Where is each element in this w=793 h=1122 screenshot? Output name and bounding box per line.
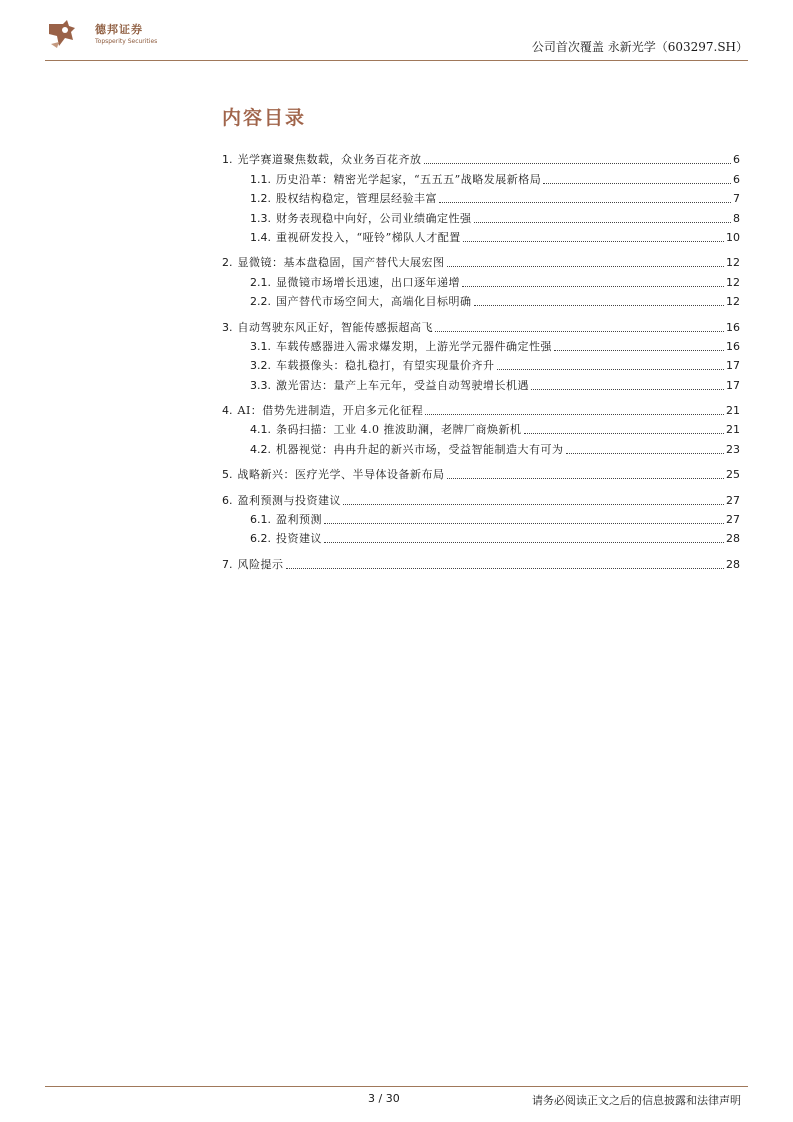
toc-number: 1.1. bbox=[250, 172, 271, 186]
logo-icon bbox=[45, 16, 79, 50]
header-divider bbox=[45, 60, 748, 61]
toc-entry-3-2[interactable] bbox=[222, 354, 740, 373]
toc-text: AI：借势先进制造，开启多元化征程 bbox=[237, 404, 424, 418]
toc-entry-1-2[interactable] bbox=[222, 187, 740, 206]
toc-number: 6. bbox=[222, 493, 233, 507]
toc-page: 8 bbox=[733, 211, 740, 225]
toc-text: 条码扫描：工业 4.0 推波助澜，老牌厂商焕新机 bbox=[276, 423, 522, 437]
toc-number: 4. bbox=[222, 404, 233, 418]
toc-entry-2-1[interactable] bbox=[222, 270, 740, 289]
toc-entry-6[interactable] bbox=[222, 488, 740, 507]
toc-page: 27 bbox=[726, 513, 740, 527]
toc-page: 6 bbox=[733, 172, 740, 186]
toc-page: 27 bbox=[726, 493, 740, 507]
toc-leader bbox=[424, 163, 732, 164]
toc-entry-4-2[interactable] bbox=[222, 437, 740, 456]
toc-entry-6-2[interactable] bbox=[222, 527, 740, 546]
toc-text: 盈利预测与投资建议 bbox=[237, 493, 341, 507]
toc-page: 12 bbox=[726, 275, 740, 289]
toc-leader bbox=[497, 369, 725, 370]
toc-number: 1.4. bbox=[250, 230, 271, 244]
legal-notice: 请务必阅读正文之后的信息披露和法律声明 bbox=[532, 1094, 741, 1107]
toc-entry-1[interactable] bbox=[222, 148, 740, 167]
toc-number: 4.1. bbox=[250, 423, 271, 437]
toc-leader bbox=[324, 542, 724, 543]
toc-leader bbox=[566, 453, 725, 454]
toc-entry-3[interactable] bbox=[222, 315, 740, 334]
toc-page: 6 bbox=[733, 153, 740, 167]
toc-number: 3. bbox=[222, 320, 233, 334]
toc-text: 盈利预测 bbox=[276, 513, 322, 527]
toc-entry-3-3[interactable] bbox=[222, 373, 740, 392]
toc-page: 12 bbox=[726, 295, 740, 309]
page-number: 3 / 30 bbox=[368, 1092, 400, 1105]
toc-text: 车载摄像头：稳扎稳打，有望实现量价齐升 bbox=[276, 359, 495, 373]
toc-heading: 内容目录 bbox=[222, 107, 307, 129]
toc-number: 4.2. bbox=[250, 442, 271, 456]
toc-number: 1. bbox=[222, 153, 233, 167]
toc-number: 3.3. bbox=[250, 378, 271, 392]
toc-page: 12 bbox=[726, 256, 740, 270]
toc-entry-4-1[interactable] bbox=[222, 418, 740, 437]
toc-text: 显微镜：基本盘稳固，国产替代大展宏图 bbox=[237, 256, 445, 270]
toc-text: 机器视觉：冉冉升起的新兴市场，受益智能制造大有可为 bbox=[276, 442, 564, 456]
toc-entry-4[interactable] bbox=[222, 399, 740, 418]
toc-number: 5. bbox=[222, 468, 233, 482]
toc-text: 战略新兴：医疗光学、半导体设备新布局 bbox=[237, 468, 445, 482]
toc-text: 显微镜市场增长迅速，出口逐年递增 bbox=[276, 275, 460, 289]
toc-leader bbox=[425, 414, 724, 415]
toc-number: 6.2. bbox=[250, 532, 271, 546]
table-of-contents bbox=[222, 148, 740, 572]
toc-entry-5[interactable] bbox=[222, 463, 740, 482]
toc-page: 28 bbox=[726, 532, 740, 546]
toc-text: 国产替代市场空间大，高端化目标明确 bbox=[276, 295, 472, 309]
toc-text: 历史沿革：精密光学起家，“五五五”战略发展新格局 bbox=[276, 172, 542, 186]
toc-entry-1-4[interactable] bbox=[222, 226, 740, 245]
toc-leader bbox=[343, 504, 724, 505]
toc-leader bbox=[463, 241, 724, 242]
toc-page: 25 bbox=[726, 468, 740, 482]
toc-page: 7 bbox=[733, 192, 740, 206]
toc-number: 6.1. bbox=[250, 513, 271, 527]
toc-leader bbox=[447, 478, 725, 479]
toc-text: 重视研发投入，“哑铃”梯队人才配置 bbox=[276, 230, 461, 244]
toc-leader bbox=[474, 222, 732, 223]
toc-page: 16 bbox=[726, 320, 740, 334]
report-header-title: 公司首次覆盖 永新光学（603297.SH） bbox=[531, 40, 748, 54]
toc-leader bbox=[531, 389, 724, 390]
toc-entry-7[interactable] bbox=[222, 552, 740, 571]
toc-leader bbox=[435, 331, 724, 332]
toc-entry-1-1[interactable] bbox=[222, 167, 740, 186]
toc-leader bbox=[474, 305, 725, 306]
toc-number: 2. bbox=[222, 256, 233, 270]
toc-number: 1.3. bbox=[250, 211, 271, 225]
company-logo bbox=[45, 16, 165, 52]
toc-leader bbox=[286, 568, 725, 569]
logo-name-cn: 德邦证券 bbox=[95, 23, 143, 36]
toc-text: 财务表现稳中向好，公司业绩确定性强 bbox=[276, 211, 472, 225]
toc-number: 1.2. bbox=[250, 192, 271, 206]
toc-leader bbox=[439, 202, 731, 203]
toc-text: 自动驾驶东风正好，智能传感振超高飞 bbox=[237, 320, 433, 334]
toc-entry-2[interactable] bbox=[222, 251, 740, 270]
toc-text: 车载传感器进入需求爆发期，上游光学元器件确定性强 bbox=[276, 339, 552, 353]
toc-leader bbox=[554, 350, 724, 351]
toc-leader bbox=[524, 433, 725, 434]
toc-number: 7. bbox=[222, 557, 233, 571]
toc-text: 光学赛道聚焦数载，众业务百花齐放 bbox=[237, 153, 422, 167]
toc-number: 2.2. bbox=[250, 295, 271, 309]
page-header bbox=[0, 0, 793, 62]
toc-page: 28 bbox=[726, 557, 740, 571]
toc-page: 21 bbox=[726, 404, 740, 418]
toc-page: 17 bbox=[726, 359, 740, 373]
toc-page: 21 bbox=[726, 423, 740, 437]
toc-page: 23 bbox=[726, 442, 740, 456]
toc-page: 16 bbox=[726, 339, 740, 353]
toc-number: 2.1. bbox=[250, 275, 271, 289]
toc-entry-3-1[interactable] bbox=[222, 335, 740, 354]
toc-entry-2-2[interactable] bbox=[222, 290, 740, 309]
toc-number: 3.1. bbox=[250, 339, 271, 353]
toc-text: 股权结构稳定，管理层经验丰富 bbox=[276, 192, 437, 206]
logo-name-en: Topsperity Securities bbox=[95, 38, 158, 45]
toc-text: 激光雷达：量产上车元年，受益自动驾驶增长机遇 bbox=[276, 378, 529, 392]
toc-entry-6-1[interactable] bbox=[222, 508, 740, 527]
toc-leader bbox=[462, 286, 724, 287]
toc-leader bbox=[324, 523, 724, 524]
toc-number: 3.2. bbox=[250, 359, 271, 373]
toc-page: 17 bbox=[726, 378, 740, 392]
footer-divider bbox=[45, 1086, 748, 1087]
toc-entry-1-3[interactable] bbox=[222, 206, 740, 225]
toc-page: 10 bbox=[726, 230, 740, 244]
toc-text: 风险提示 bbox=[237, 557, 284, 571]
toc-text: 投资建议 bbox=[276, 532, 322, 546]
toc-leader bbox=[543, 183, 731, 184]
toc-leader bbox=[447, 266, 725, 267]
